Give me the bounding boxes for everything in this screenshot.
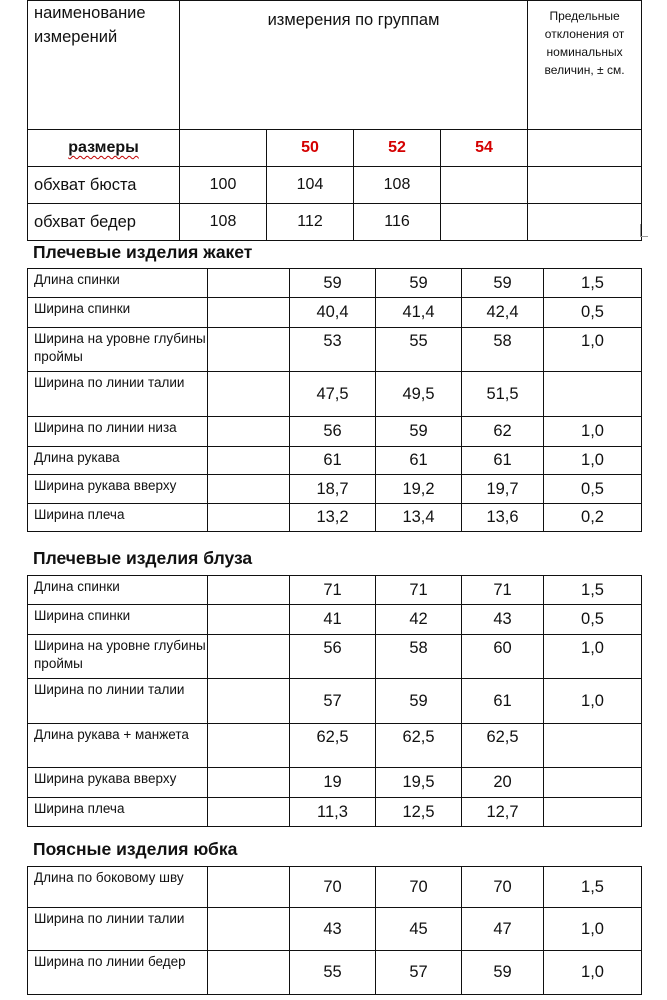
table-row — [28, 908, 642, 951]
value-50: 57 — [290, 679, 376, 724]
value-54: 58 — [462, 328, 544, 372]
deviation: 0,5 — [544, 605, 642, 635]
value-54: 116 — [354, 204, 441, 241]
value-54: 12,7 — [462, 798, 544, 827]
row-label: Ширина по линии талии — [28, 372, 208, 417]
row-label: Ширина рукава вверху — [28, 475, 208, 504]
row-label: Ширина по линии талии — [28, 679, 208, 724]
value-54: 70 — [462, 867, 544, 908]
header-table — [27, 0, 642, 241]
deviation: 0,5 — [544, 298, 642, 328]
value-52: 112 — [267, 204, 354, 241]
blouse-table — [27, 575, 642, 827]
table-end-marker — [640, 224, 648, 237]
value-50: 43 — [290, 908, 376, 951]
value-54: 61 — [462, 679, 544, 724]
row-label: Длина спинки — [28, 576, 208, 605]
value-52: 19,5 — [376, 768, 462, 798]
col-name-header: наименование измерений — [28, 1, 180, 130]
table-row — [28, 328, 642, 372]
deviation: 1,0 — [544, 328, 642, 372]
table-row — [28, 475, 642, 504]
row-label: Ширина по линии талии — [28, 908, 208, 951]
skirt-table — [27, 866, 642, 995]
value-52: 62,5 — [376, 724, 462, 768]
value-52: 55 — [376, 328, 462, 372]
row-label: обхват бедер — [28, 204, 180, 241]
value-50: 53 — [290, 328, 376, 372]
value-54: 59 — [462, 269, 544, 298]
value-50: 108 — [180, 204, 267, 241]
value-52: 104 — [267, 167, 354, 204]
value-52: 41,4 — [376, 298, 462, 328]
value-50: 18,7 — [290, 475, 376, 504]
value-54: 62 — [462, 417, 544, 447]
table-row — [28, 724, 642, 768]
value-54: 108 — [354, 167, 441, 204]
value-50: 100 — [180, 167, 267, 204]
table-row — [28, 447, 642, 475]
deviation — [544, 768, 642, 798]
row-label: Ширина по линии бедер — [28, 951, 208, 995]
value-52: 42 — [376, 605, 462, 635]
row-label: Ширина на уровне глубины проймы — [28, 328, 208, 372]
row-label: Ширина на уровне глубины проймы — [28, 635, 208, 679]
table-row — [28, 798, 642, 827]
row-label: Ширина спинки — [28, 298, 208, 328]
value-52: 71 — [376, 576, 462, 605]
row-label: Ширина спинки — [28, 605, 208, 635]
table-row — [28, 504, 642, 532]
value-54: 19,7 — [462, 475, 544, 504]
row-label: Длина по боковому шву — [28, 867, 208, 908]
table-row — [28, 605, 642, 635]
value-50: 56 — [290, 635, 376, 679]
value-54: 43 — [462, 605, 544, 635]
table-row — [28, 298, 642, 328]
value-50: 59 — [290, 269, 376, 298]
value-50: 40,4 — [290, 298, 376, 328]
size-52: 52 — [354, 130, 441, 167]
jacket-table — [27, 268, 642, 532]
value-50: 55 — [290, 951, 376, 995]
table-row — [28, 635, 642, 679]
value-54: 42,4 — [462, 298, 544, 328]
col-deviation-header: Предельные отклонения от номинальных величин, ± см. — [528, 1, 642, 130]
size-54: 54 — [441, 130, 528, 167]
value-52: 59 — [376, 679, 462, 724]
value-50: 41 — [290, 605, 376, 635]
row-label: Длина рукава — [28, 447, 208, 475]
value-50: 61 — [290, 447, 376, 475]
value-50: 19 — [290, 768, 376, 798]
value-54: 59 — [462, 951, 544, 995]
table-row — [28, 576, 642, 605]
deviation: 1,0 — [544, 447, 642, 475]
value-54: 20 — [462, 768, 544, 798]
value-52: 59 — [376, 417, 462, 447]
value-52: 57 — [376, 951, 462, 995]
value-50: 13,2 — [290, 504, 376, 532]
value-52: 19,2 — [376, 475, 462, 504]
table-row — [28, 417, 642, 447]
value-54: 71 — [462, 576, 544, 605]
section-title-jacket: Плечевые изделия жакет — [33, 242, 253, 262]
deviation — [544, 798, 642, 827]
deviation: 0,2 — [544, 504, 642, 532]
value-50: 56 — [290, 417, 376, 447]
deviation: 1,0 — [544, 417, 642, 447]
sizes-label: размеры — [28, 130, 180, 167]
table-row — [28, 269, 642, 298]
row-label: Ширина плеча — [28, 798, 208, 827]
value-54: 47 — [462, 908, 544, 951]
row-label: Ширина по линии низа — [28, 417, 208, 447]
value-52: 61 — [376, 447, 462, 475]
deviation: 1,0 — [544, 908, 642, 951]
deviation: 1,5 — [544, 867, 642, 908]
deviation: 1,5 — [544, 576, 642, 605]
value-52: 49,5 — [376, 372, 462, 417]
row-label: Длина рукава + манжета — [28, 724, 208, 768]
deviation: 1,0 — [544, 635, 642, 679]
value-50: 11,3 — [290, 798, 376, 827]
value-52: 45 — [376, 908, 462, 951]
value-54: 61 — [462, 447, 544, 475]
table-row — [28, 372, 642, 417]
table-row — [28, 867, 642, 908]
table-row — [28, 951, 642, 995]
section-title-blouse: Плечевые изделия блуза — [33, 548, 253, 568]
table-row — [28, 768, 642, 798]
value-50: 71 — [290, 576, 376, 605]
size-50: 50 — [267, 130, 354, 167]
value-54: 13,6 — [462, 504, 544, 532]
value-52: 58 — [376, 635, 462, 679]
deviation: 1,0 — [544, 679, 642, 724]
deviation — [544, 372, 642, 417]
value-50: 47,5 — [290, 372, 376, 417]
deviation — [544, 724, 642, 768]
value-54: 51,5 — [462, 372, 544, 417]
deviation: 1,5 — [544, 269, 642, 298]
row-label: обхват бюста — [28, 167, 180, 204]
value-54: 62,5 — [462, 724, 544, 768]
col-groups-header: измерения по группам — [180, 1, 528, 130]
value-52: 12,5 — [376, 798, 462, 827]
deviation: 0,5 — [544, 475, 642, 504]
value-50: 62,5 — [290, 724, 376, 768]
value-52: 13,4 — [376, 504, 462, 532]
value-52: 59 — [376, 269, 462, 298]
value-52: 70 — [376, 867, 462, 908]
value-54: 60 — [462, 635, 544, 679]
row-label: Ширина плеча — [28, 504, 208, 532]
row-label: Ширина рукава вверху — [28, 768, 208, 798]
deviation: 1,0 — [544, 951, 642, 995]
table-row — [28, 679, 642, 724]
value-50: 70 — [290, 867, 376, 908]
section-title-skirt: Поясные изделия юбка — [33, 839, 238, 859]
row-label: Длина спинки — [28, 269, 208, 298]
